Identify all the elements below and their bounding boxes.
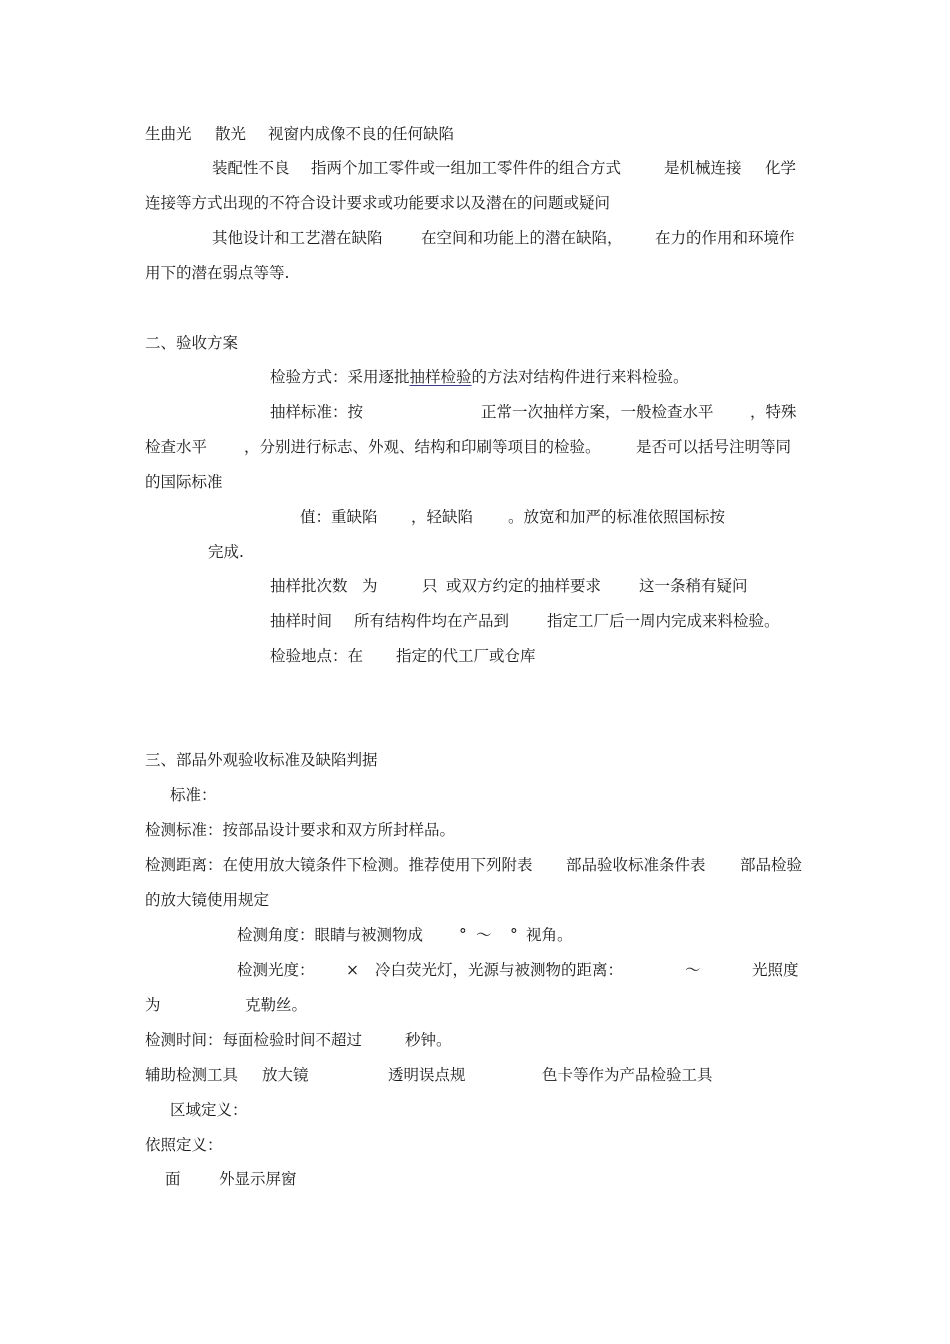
light-line2a: 为 [145, 996, 161, 1014]
batch-d: 或双方约定的抽样要求 [446, 577, 602, 595]
assembly-term: 装配性不良 [212, 159, 290, 177]
line-defect-a: 生曲光 [145, 125, 192, 143]
assembly-line2: 连接等方式出现的不符合设计要求或功能要求以及潜在的问题或疑问 [145, 194, 611, 212]
line-defect-b: 散光 [215, 125, 247, 143]
other-line2: 用下的潜在弱点等等. [145, 264, 290, 282]
light-a: 检测光度： [237, 961, 315, 979]
standard-c: ，特殊 [750, 403, 797, 421]
line-defect-c: 视窗内成像不良的任何缺陷 [268, 125, 455, 143]
aql-a: 值：重缺陷 [300, 508, 378, 526]
tools-c: 透明误点规 [388, 1066, 466, 1084]
batch-c: 只 [422, 577, 438, 595]
light-d: ～ [685, 961, 701, 979]
tools-d: 色卡等作为产品检验工具 [542, 1066, 713, 1084]
angle-d: ° [510, 926, 518, 944]
standard-label: 标准： [170, 786, 217, 804]
batch-a: 抽样批次数 [270, 577, 348, 595]
batch-e: 这一条稍有疑问 [639, 577, 748, 595]
sampling-inspection-link[interactable]: 抽样检验 [409, 368, 472, 386]
assembly-mech: 是机械连接 [664, 159, 742, 177]
standard-line2b: ，分别进行标志、外观、结构和印刷等项目的检验。 [244, 438, 601, 456]
tools-b: 放大镜 [262, 1066, 309, 1084]
time-b: 所有结构件均在产品到 [354, 612, 510, 630]
light-c: 冷白荧光灯，光源与被测物的距离： [375, 961, 624, 979]
method-a: 检验方式：采用逐批 [270, 368, 410, 386]
assembly-chem: 化学 [765, 159, 797, 177]
distance-line2: 的放大镜使用规定 [145, 891, 270, 909]
duration-b: 秒钟。 [405, 1031, 452, 1049]
standard-line3: 的国际标准 [145, 473, 223, 491]
light-b: × [346, 961, 359, 979]
standard-b: 正常一次抽样方案，一般检查水平 [481, 403, 714, 421]
section2-heading: 二、验收方案 [145, 334, 239, 352]
tools-a: 辅助检测工具 [145, 1066, 239, 1084]
light-line2b: 克勒丝。 [245, 996, 308, 1014]
other-space: 在空间和功能上的潜在缺陷， [421, 229, 623, 247]
angle-a: 检测角度：眼睛与被测物成 [237, 926, 424, 944]
assembly-desc: 指两个加工零件或一组加工零件件的组合方式 [311, 159, 622, 177]
zone-label: 区域定义： [170, 1101, 248, 1119]
location-a: 检验地点：在 [270, 647, 364, 665]
method-line [270, 367, 689, 387]
standard-line2c: 是否可以括号注明等同 [636, 438, 792, 456]
angle-e: 视角。 [526, 926, 573, 944]
light-e: 光照度 [752, 961, 799, 979]
duration-a: 检测时间：每面检验时间不超过 [145, 1031, 363, 1049]
distance-b: 部品验收标准条件表 [566, 856, 706, 874]
batch-b: 为 [362, 577, 378, 595]
detect-standard: 检测标准：按部品设计要求和双方所封样品。 [145, 821, 456, 839]
standard-line2a: 检查水平 [145, 438, 208, 456]
section3-heading: 三、部品外观验收标准及缺陷判据 [145, 751, 378, 769]
time-a: 抽样时间 [270, 612, 333, 630]
aql-line2: 完成. [208, 543, 244, 561]
angle-c: ～ [476, 926, 492, 944]
basis-label: 依照定义： [145, 1136, 223, 1154]
distance-c: 部品检验 [740, 856, 803, 874]
surface-a: 面 [165, 1170, 181, 1188]
angle-b: ° [459, 926, 467, 944]
surface-b: 外显示屏窗 [219, 1170, 297, 1188]
aql-b: ，轻缺陷 [411, 508, 474, 526]
aql-c: 。放宽和加严的标准依照国标按 [508, 508, 726, 526]
standard-a: 抽样标准：按 [270, 403, 364, 421]
other-force: 在力的作用和环境作 [655, 229, 795, 247]
location-b: 指定的代工厂或仓库 [396, 647, 536, 665]
other-term: 其他设计和工艺潜在缺陷 [212, 229, 383, 247]
distance-a: 检测距离：在使用放大镜条件下检测。推荐使用下列附表 [145, 856, 533, 874]
time-c: 指定工厂后一周内完成来料检验。 [547, 612, 780, 630]
method-b: 的方法对结构件进行来料检验。 [471, 368, 689, 386]
